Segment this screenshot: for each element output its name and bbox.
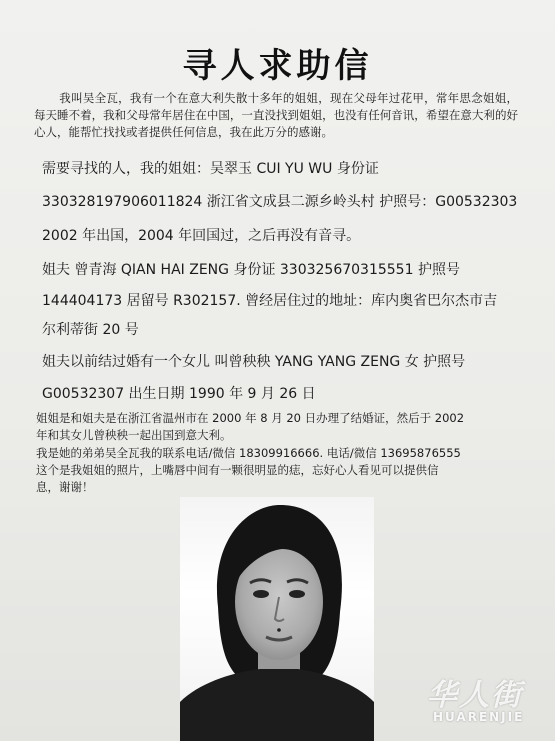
portrait-photo (180, 497, 374, 741)
info-line-5: 144404173 居留号 R302157. 曾经居住过的地址：库内奥省巴尔杰市吉 (42, 293, 498, 309)
note-line-2: 年和其女儿曾秧秧一起出国到意大利。 (36, 428, 232, 442)
info-line-2: 330328197906011824 浙江省文成县二源乡岭头村 护照号：G00532303 (42, 194, 518, 210)
watermark-chinese: 华人街 (427, 678, 523, 713)
portrait-illustration (180, 497, 374, 741)
site-watermark (425, 670, 550, 730)
info-line-4: 姐夫 曾青海 QIAN HAI ZENG 身份证 330325670315551 护照号 (42, 262, 460, 278)
watermark-latin: HUARENJIE (433, 710, 525, 724)
intro-paragraph: 我叫吴全瓦，我有一个在意大利失散十多年的姐姐，现在父母年过花甲，常年思念姐姐，每天睡不着，我和父母常年居住在中国，一直没找到姐姐，也没有任何音讯，希望在意大利的好心人，能帮忙找找或者提供任何信息，我在此万分的感谢。 (34, 91, 518, 139)
info-line-6: 尔利蒂街 20 号 (42, 322, 139, 338)
info-line-7: 姐夫以前结过婚有一个女儿 叫曾秧秧 YANG YANG ZENG 女 护照号 (42, 354, 466, 370)
note-line-3: 我是她的弟弟吴全瓦我的联系电话/微信 18309916666. 电话/微信 13695876555 (36, 446, 461, 460)
note-line-5: 息，谢谢！ (36, 480, 94, 494)
info-line-3: 2002 年出国，2004 年回国过，之后再没有音寻。 (42, 228, 361, 244)
info-line-8: G00532307 出生日期 1990 年 9 月 26 日 (42, 386, 316, 402)
poster-title: 寻人求助信 (182, 46, 373, 86)
info-line-1: 需要寻找的人，我的姐姐：吴翠玉 CUI YU WU 身份证 (42, 161, 379, 177)
note-line-4: 这个是我姐姐的照片，上嘴唇中间有一颗很明显的痣，忘好心人看见可以提供信 (36, 463, 439, 477)
note-line-1: 姐姐是和姐夫是在浙江省温州市在 2000 年 8 月 20 日办理了结婚证，然后于 2002 (36, 411, 465, 425)
